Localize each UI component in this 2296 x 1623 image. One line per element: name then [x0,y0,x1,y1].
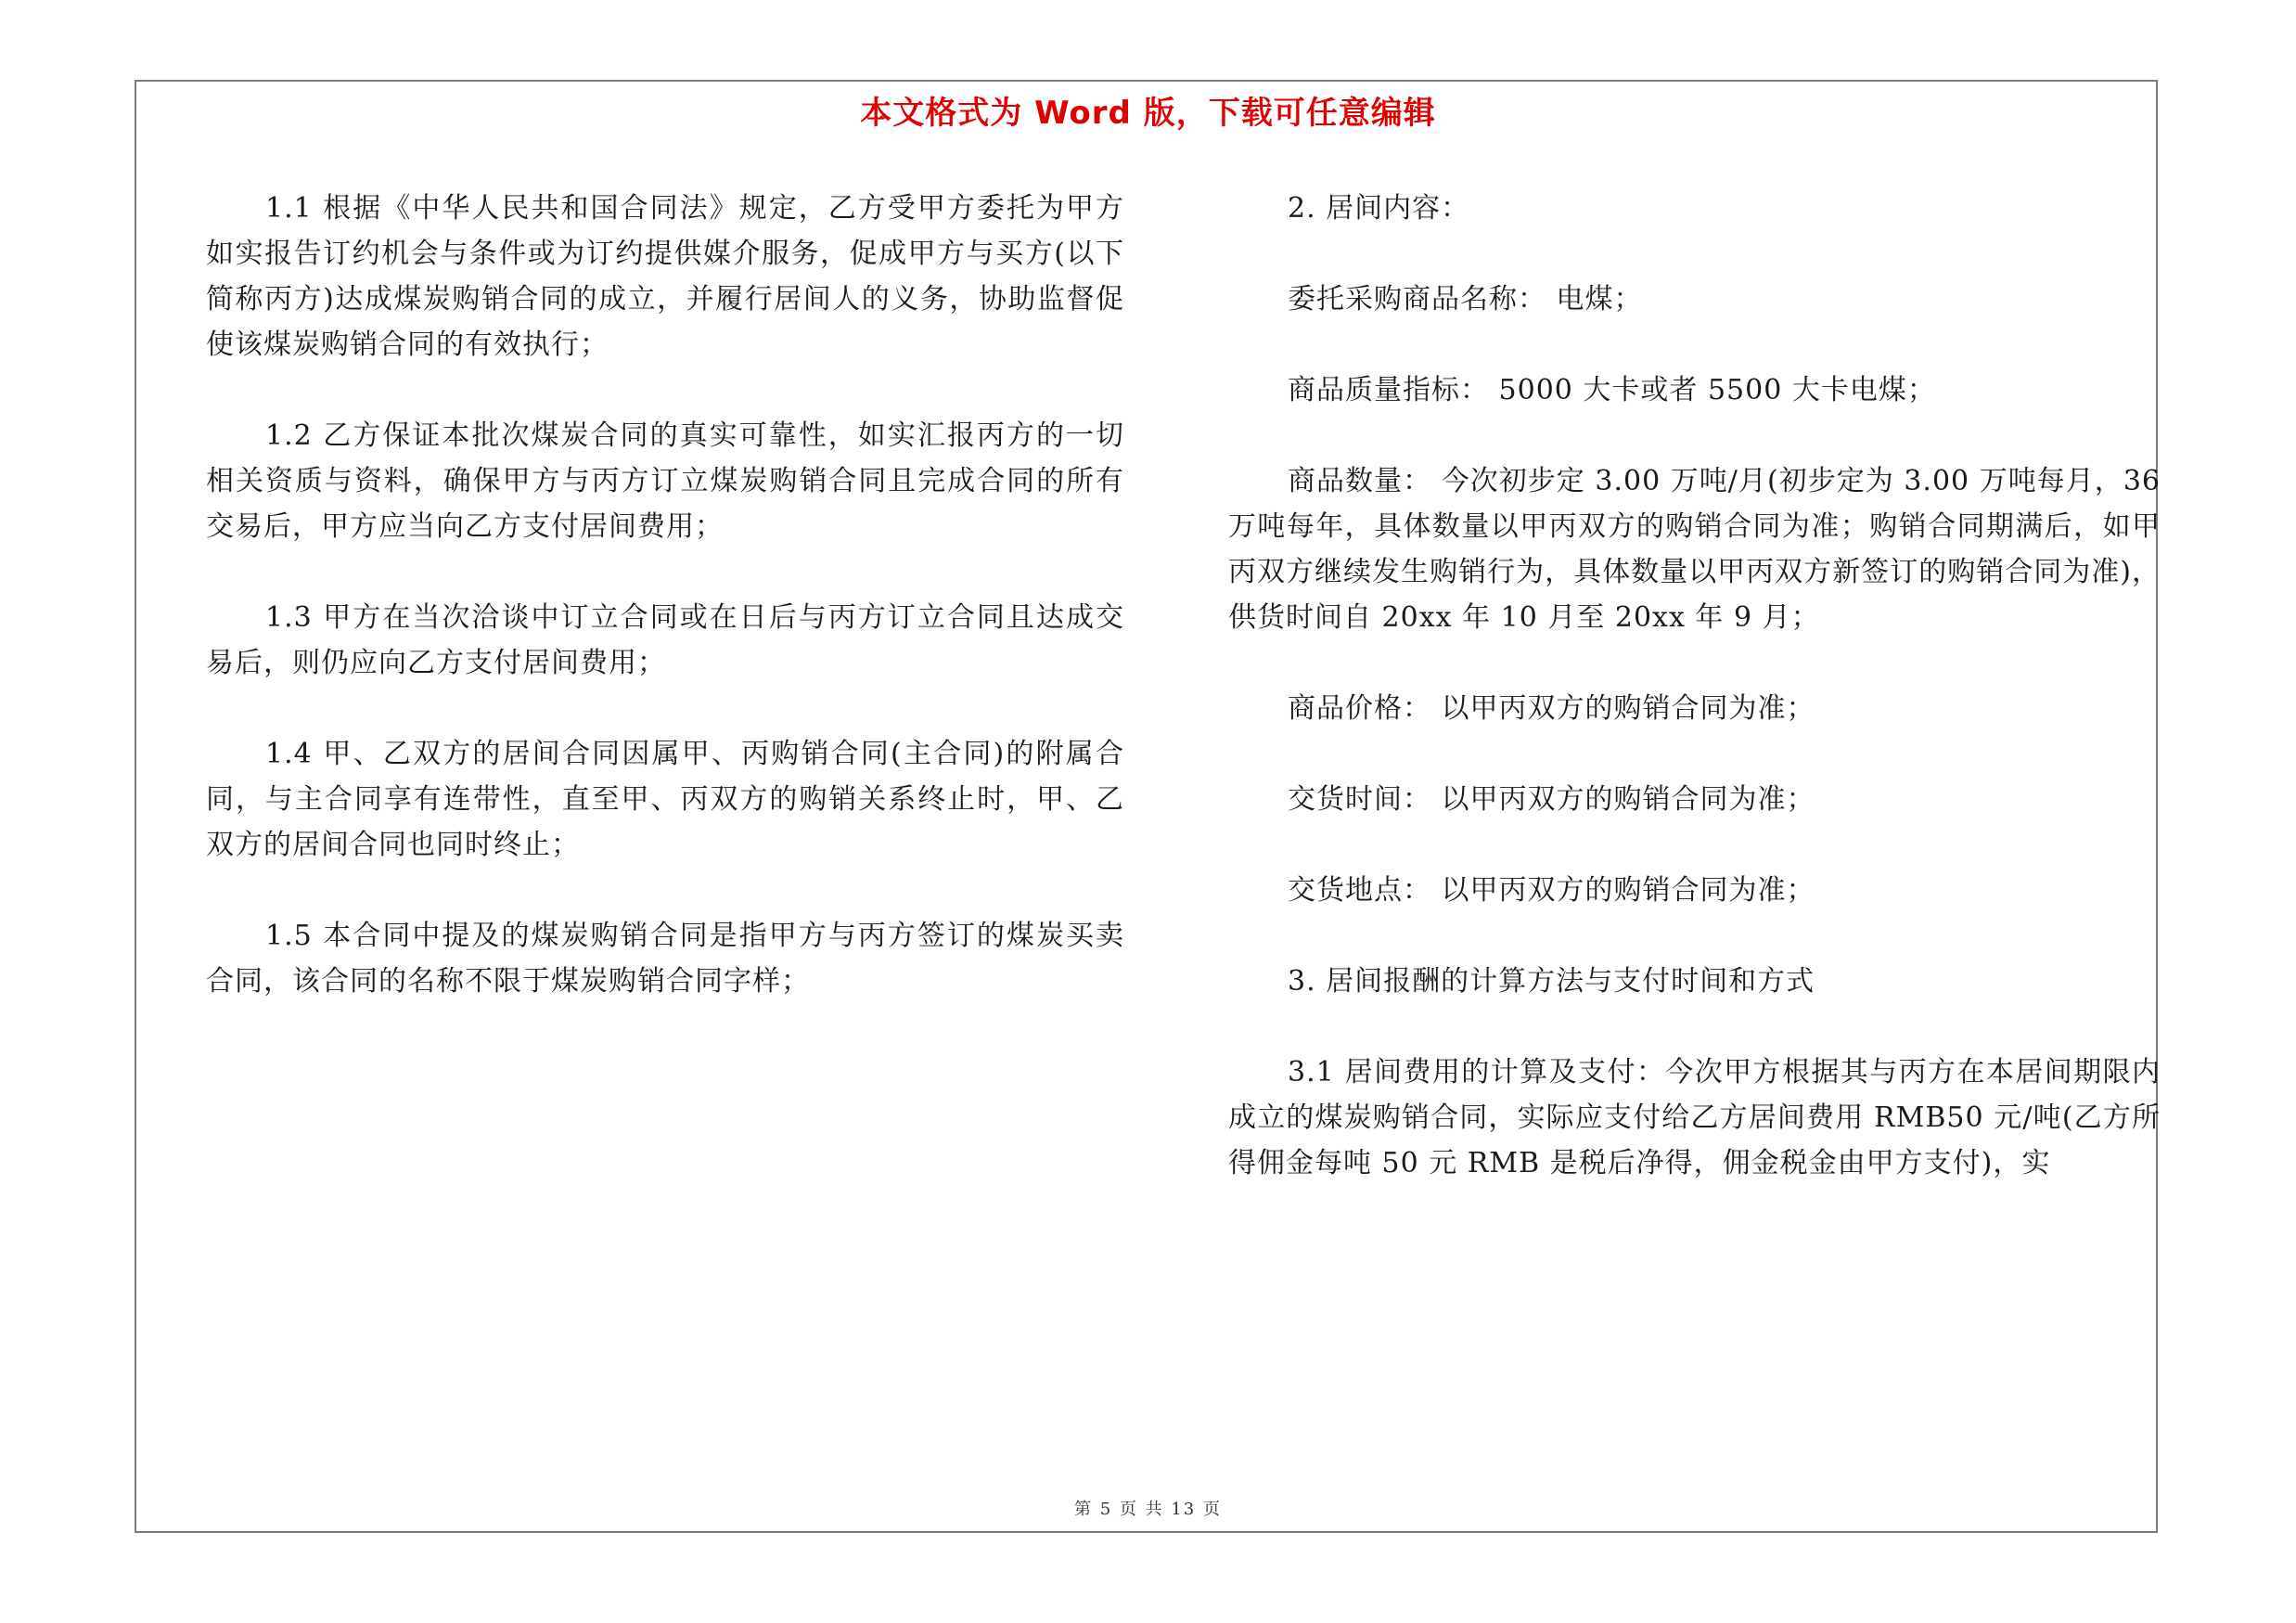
clause-1-2: 1.2 乙方保证本批次煤炭合同的真实可靠性，如实汇报丙方的一切相关资质与资料，确保甲方与丙方订立煤炭购销合同且完成合同的所有交易后，甲方应当向乙方支付居间费用； [206,419,1124,543]
commodity-price: 商品价格： 以甲丙双方的购销合同为准； [1288,692,1815,725]
delivery-place: 交货地点： 以甲丙双方的购销合同为准； [1288,874,1815,907]
commodity-name: 委托采购商品名称： 电煤； [1288,283,1643,316]
word-format-banner: 本文格式为 Word 版，下载可任意编辑 [860,95,1436,132]
delivery-time: 交货时间： 以甲丙双方的购销合同为准； [1288,783,1815,816]
clause-1-3: 1.3 甲方在当次洽谈中订立合同或在日后与丙方订立合同且达成交易后，则仍应向乙方支付居间费用； [206,601,1124,679]
clause-1-4: 1.4 甲、乙双方的居间合同因属甲、丙购销合同(主合同)的附属合同，与主合同享有连带性，直至甲、丙双方的购销关系终止时，甲、乙双方的居间合同也同时终止； [206,738,1124,861]
clause-3-1: 3.1 居间费用的计算及支付：今次甲方根据其与丙方在本居间期限内成立的煤炭购销合同，实际应支付给乙方居间费用 RMB50 元/吨(乙方所得佣金每吨 50 元 RMB 是税后净得，佣金税金由甲方支付)，实 [1228,1056,2161,1179]
clause-1-1: 1.1 根据《中华人民共和国合同法》规定，乙方受甲方委托为甲方如实报告订约机会与条件或为订约提供媒介服务，促成甲方与买方(以下简称丙方)达成煤炭购销合同的成立，并履行居间人的义务，协助监督促使该煤炭购销合同的有效执行； [206,192,1124,361]
quality-spec: 商品质量指标： 5000 大卡或者 5500 大卡电煤； [1288,374,1936,406]
section-3-heading: 3. 居间报酬的计算方法与支付时间和方式 [1288,965,1815,998]
page-number-footer: 第 5 页 共 13 页 [1074,1500,1222,1519]
clause-1-5: 1.5 本合同中提及的煤炭购销合同是指甲方与丙方签订的煤炭买卖合同，该合同的名称不限于煤炭购销合同字样； [206,920,1124,998]
right-column [1228,186,2161,1186]
section-2-heading: 2. 居间内容： [1288,192,1470,225]
left-column [206,186,1124,1004]
commodity-quantity: 商品数量： 今次初步定 3.00 万吨/月(初步定为 3.00 万吨每月，36 万吨每年，具体数量以甲丙双方的购销合同为准；购销合同期满后，如甲丙双方继续发生购销行为，具体数量以甲丙双方新签订的购销合同为准)，供货时间自 20xx 年 10 月至 20xx 年 9 月； [1228,465,2161,634]
